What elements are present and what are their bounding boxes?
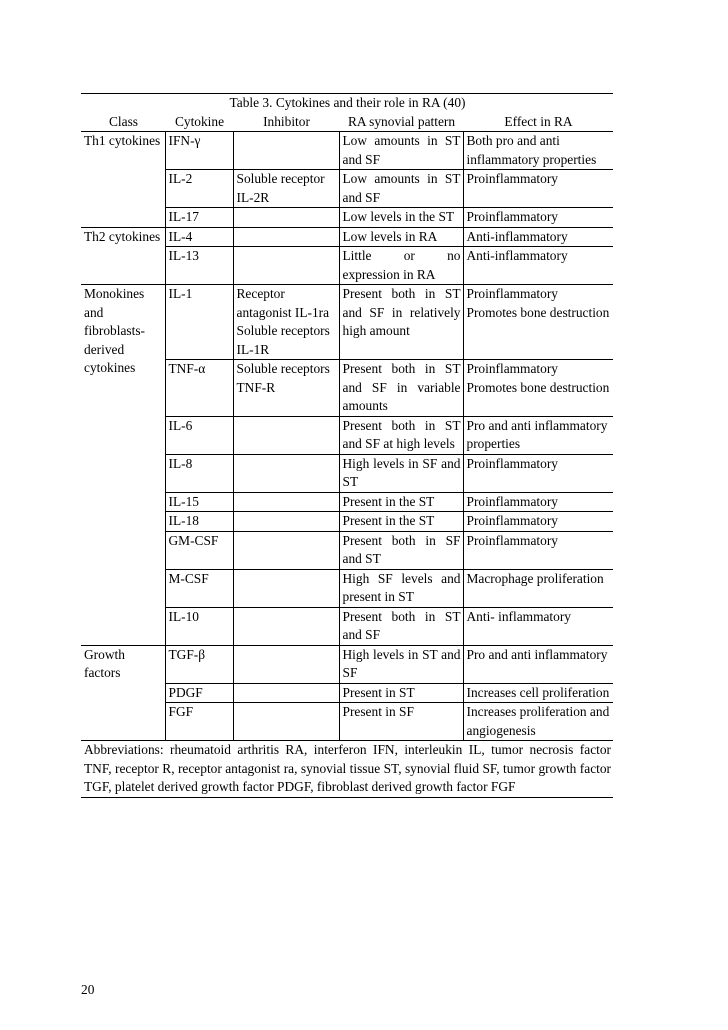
pattern-cell: Present in ST	[339, 683, 463, 703]
cytokine-cell: TGF-β	[165, 645, 233, 683]
header-cytokine: Cytokine	[165, 113, 233, 132]
cytokine-cell: GM-CSF	[165, 531, 233, 569]
inhibitor-cell	[233, 454, 339, 492]
effect-cell: Both pro and anti inflammatory properties	[463, 132, 613, 170]
header-inhibitor: Inhibitor	[233, 113, 339, 132]
table-row	[81, 132, 613, 170]
class-cell: Growth factors	[81, 645, 165, 741]
table-caption-row	[81, 94, 613, 113]
cytokine-cell: IL-2	[165, 170, 233, 208]
table-row	[81, 645, 613, 683]
class-cell: Th1 cytokines	[81, 132, 165, 228]
table-row	[81, 285, 613, 360]
pattern-cell: Present both in ST and SF	[339, 607, 463, 645]
cytokine-cell: IL-10	[165, 607, 233, 645]
cytokine-cell: IL-18	[165, 512, 233, 532]
inhibitor-cell	[233, 703, 339, 741]
cytokine-cell: IL-6	[165, 416, 233, 454]
effect-cell: Increases proliferation and angiogenesis	[463, 703, 613, 741]
inhibitor-cell	[233, 492, 339, 512]
cytokine-cell: IL-4	[165, 227, 233, 247]
cytokine-cell: PDGF	[165, 683, 233, 703]
pattern-cell: Present in the ST	[339, 492, 463, 512]
inhibitor-cell	[233, 645, 339, 683]
cytokine-cell: IL-15	[165, 492, 233, 512]
inhibitor-cell	[233, 227, 339, 247]
pattern-cell: Present both in ST and SF in variable amounts	[339, 360, 463, 417]
effect-cell: Proinflammatory	[463, 208, 613, 228]
effect-cell: Increases cell proliferation	[463, 683, 613, 703]
table-caption: Table 3. Cytokines and their role in RA (40)	[81, 94, 613, 113]
pattern-cell: Low levels in the ST	[339, 208, 463, 228]
table-header-row	[81, 113, 613, 132]
cytokine-cell: IL-8	[165, 454, 233, 492]
effect-cell: Macrophage proliferation	[463, 569, 613, 607]
effect-cell: Proinflammatory	[463, 170, 613, 208]
inhibitor-cell: Soluble receptor IL-2R	[233, 170, 339, 208]
cytokine-cell: TNF-α	[165, 360, 233, 417]
pattern-cell: Present in the ST	[339, 512, 463, 532]
cytokine-cell: IFN-γ	[165, 132, 233, 170]
pattern-cell: Present both in ST and SF at high levels	[339, 416, 463, 454]
effect-cell: Pro and anti inflammatory	[463, 645, 613, 683]
inhibitor-cell	[233, 569, 339, 607]
pattern-cell: High SF levels and present in ST	[339, 569, 463, 607]
pattern-cell: Low amounts in ST and SF	[339, 132, 463, 170]
effect-cell: Proinflammatory	[463, 531, 613, 569]
pattern-cell: Low amounts in ST and SF	[339, 170, 463, 208]
class-cell: Monokines and fibroblasts-derived cytokines	[81, 285, 165, 646]
pattern-cell: Little or no expression in RA	[339, 247, 463, 285]
header-class: Class	[81, 113, 165, 132]
cytokine-cell: IL-1	[165, 285, 233, 360]
effect-cell: Proinflammatory	[463, 492, 613, 512]
effect-cell: Proinflammatory	[463, 454, 613, 492]
pattern-cell: Present both in ST and SF in relatively high amount	[339, 285, 463, 360]
inhibitor-cell: Soluble receptors TNF-R	[233, 360, 339, 417]
inhibitor-cell	[233, 416, 339, 454]
inhibitor-cell	[233, 247, 339, 285]
pattern-cell: High levels in ST and SF	[339, 645, 463, 683]
header-effect: Effect in RA	[463, 113, 613, 132]
effect-cell: Anti-inflammatory	[463, 227, 613, 247]
pattern-cell: Present both in SF and ST	[339, 531, 463, 569]
inhibitor-cell: Receptor antagonist IL-1ra Soluble receptors IL-1R	[233, 285, 339, 360]
cytokine-cell: IL-17	[165, 208, 233, 228]
effect-cell: Proinflammatory Promotes bone destruction	[463, 360, 613, 417]
effect-cell: Anti- inflammatory	[463, 607, 613, 645]
pattern-cell: Present in SF	[339, 703, 463, 741]
inhibitor-cell	[233, 512, 339, 532]
pattern-cell: High levels in SF and ST	[339, 454, 463, 492]
abbreviations-row	[81, 741, 613, 798]
effect-cell: Anti-inflammatory	[463, 247, 613, 285]
table-row	[81, 227, 613, 247]
cytokines-table	[81, 93, 613, 798]
cytokine-cell: IL-13	[165, 247, 233, 285]
class-cell: Th2 cytokines	[81, 227, 165, 285]
inhibitor-cell	[233, 208, 339, 228]
inhibitor-cell	[233, 607, 339, 645]
inhibitor-cell	[233, 132, 339, 170]
inhibitor-cell	[233, 683, 339, 703]
effect-cell: Pro and anti inflammatory properties	[463, 416, 613, 454]
effect-cell: Proinflammatory	[463, 512, 613, 532]
effect-cell: Proinflammatory Promotes bone destruction	[463, 285, 613, 360]
page-number: 20	[81, 982, 95, 997]
header-pattern: RA synovial pattern	[339, 113, 463, 132]
pattern-cell: Low levels in RA	[339, 227, 463, 247]
cytokine-cell: M-CSF	[165, 569, 233, 607]
abbreviations-text: Abbreviations: rheumatoid arthritis RA, interferon IFN, interleukin IL, tumor necrosis factor TNF, receptor R, receptor antagonist ra, synovial tissue ST, synovial fluid SF, tumor growth factor TGF, platelet derived growth factor PDGF, fibroblast derived growth factor FGF	[81, 741, 613, 798]
inhibitor-cell	[233, 531, 339, 569]
cytokine-cell: FGF	[165, 703, 233, 741]
